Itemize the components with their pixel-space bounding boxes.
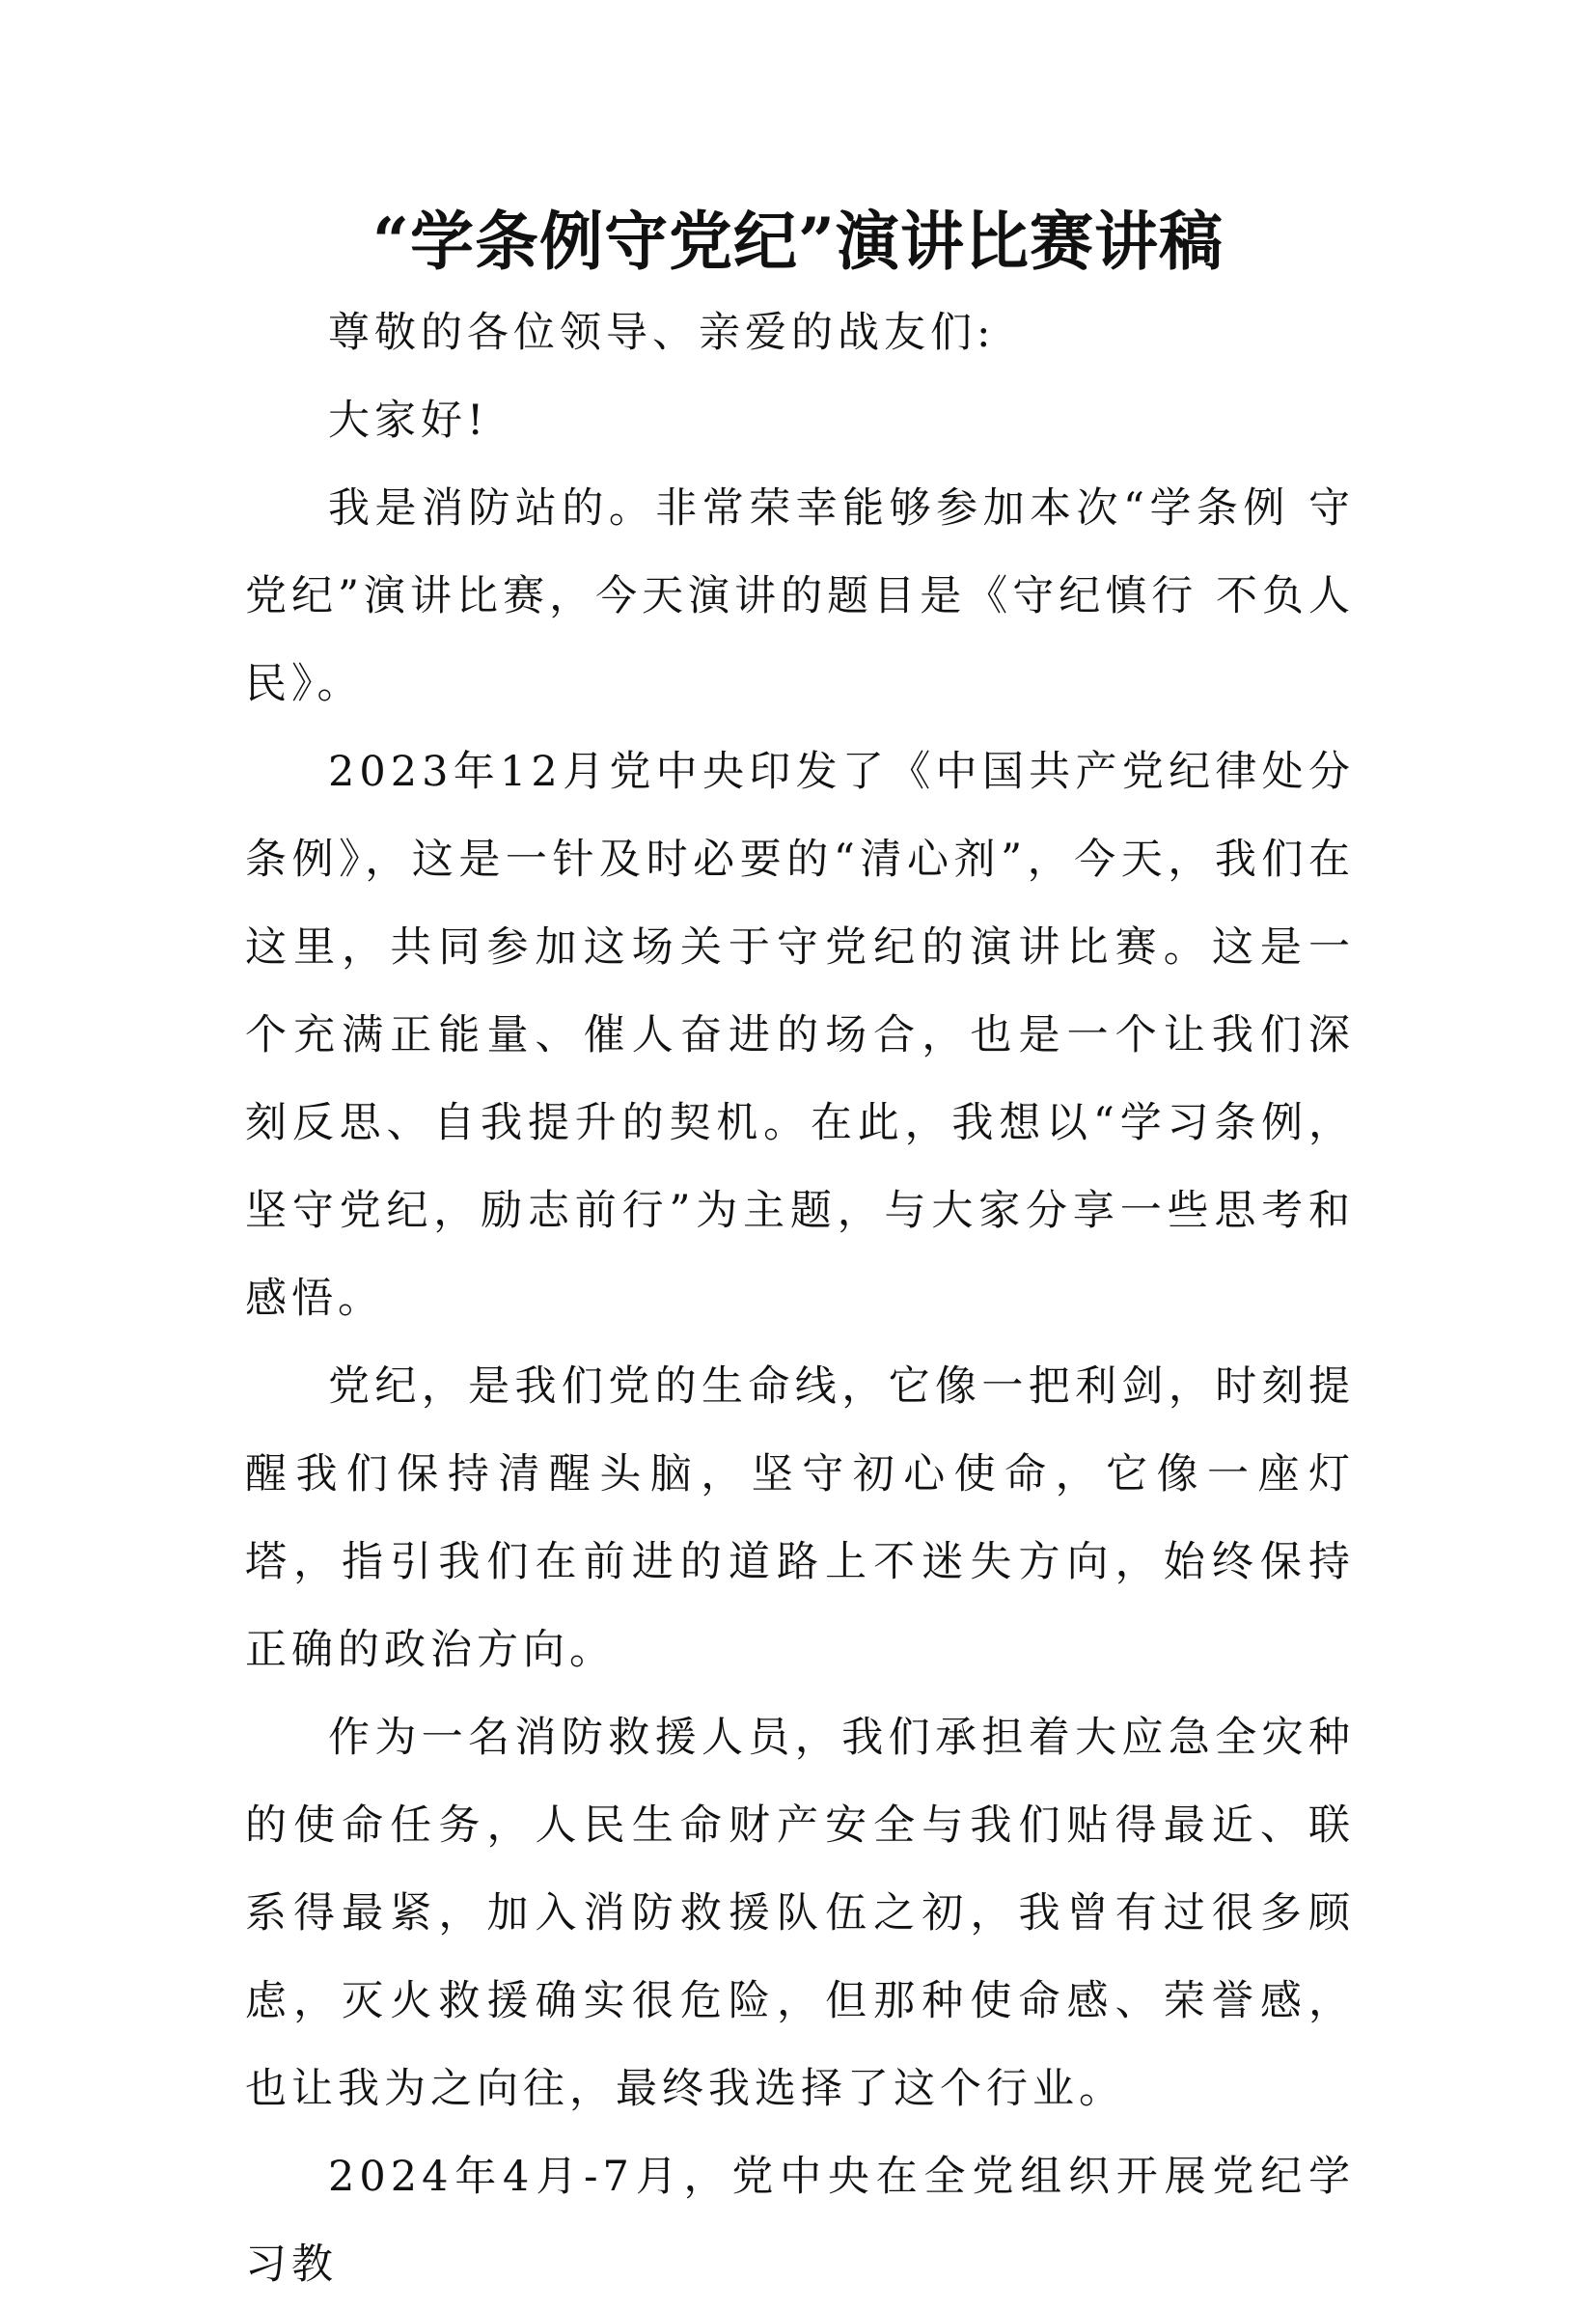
paragraph-education: 2024年4月-7月，党中央在全党组织开展党纪学习教 bbox=[245, 2153, 1355, 2289]
document-body bbox=[245, 289, 1355, 2309]
paragraph-greeting: 尊敬的各位领导、亲爱的战友们: bbox=[328, 309, 996, 357]
paragraph-party-discipline: 党纪，是我们党的生命线，它像一把利剑，时刻提醒我们保持清醒头脑，坚守初心使命，它像一座灯塔，指引我们在前进的道路上不迷失方向，始终保持正确的政治方向。 bbox=[245, 1362, 1355, 1674]
document-title: “学条例守党纪”演讲比赛讲稿 bbox=[372, 204, 1224, 279]
paragraph-regulation: 2023年12月党中央印发了《中国共产党纪律处分条例》，这是一针及时必要的“清心剂”，今天，我们在这里，共同参加这场关于守党纪的演讲比赛。这是一个充满正能量、催人奋进的场合，也是一个让我们深刻反思、自我提升的契机。在此，我想以“学习条例，坚守党纪，励志前行”为主题，与大家分享一些思考和感悟。 bbox=[245, 748, 1355, 1323]
paragraph-hello: 大家好! bbox=[328, 397, 489, 445]
paragraph-intro: 我是消防站的。非常荣幸能够参加本次“学条例 守党纪”演讲比赛，今天演讲的题目是《守纪慎行 不负人民》。 bbox=[245, 484, 1355, 708]
paragraph-firefighter: 作为一名消防救援人员，我们承担着大应急全灾种的使命任务，人民生命财产安全与我们贴得最近、联系得最紧，加入消防救援队伍之初，我曾有过很多顾虑，灭火救援确实很危险，但那种使命感、荣誉感，也让我为之向往，最终我选择了这个行业。 bbox=[245, 1714, 1355, 2113]
